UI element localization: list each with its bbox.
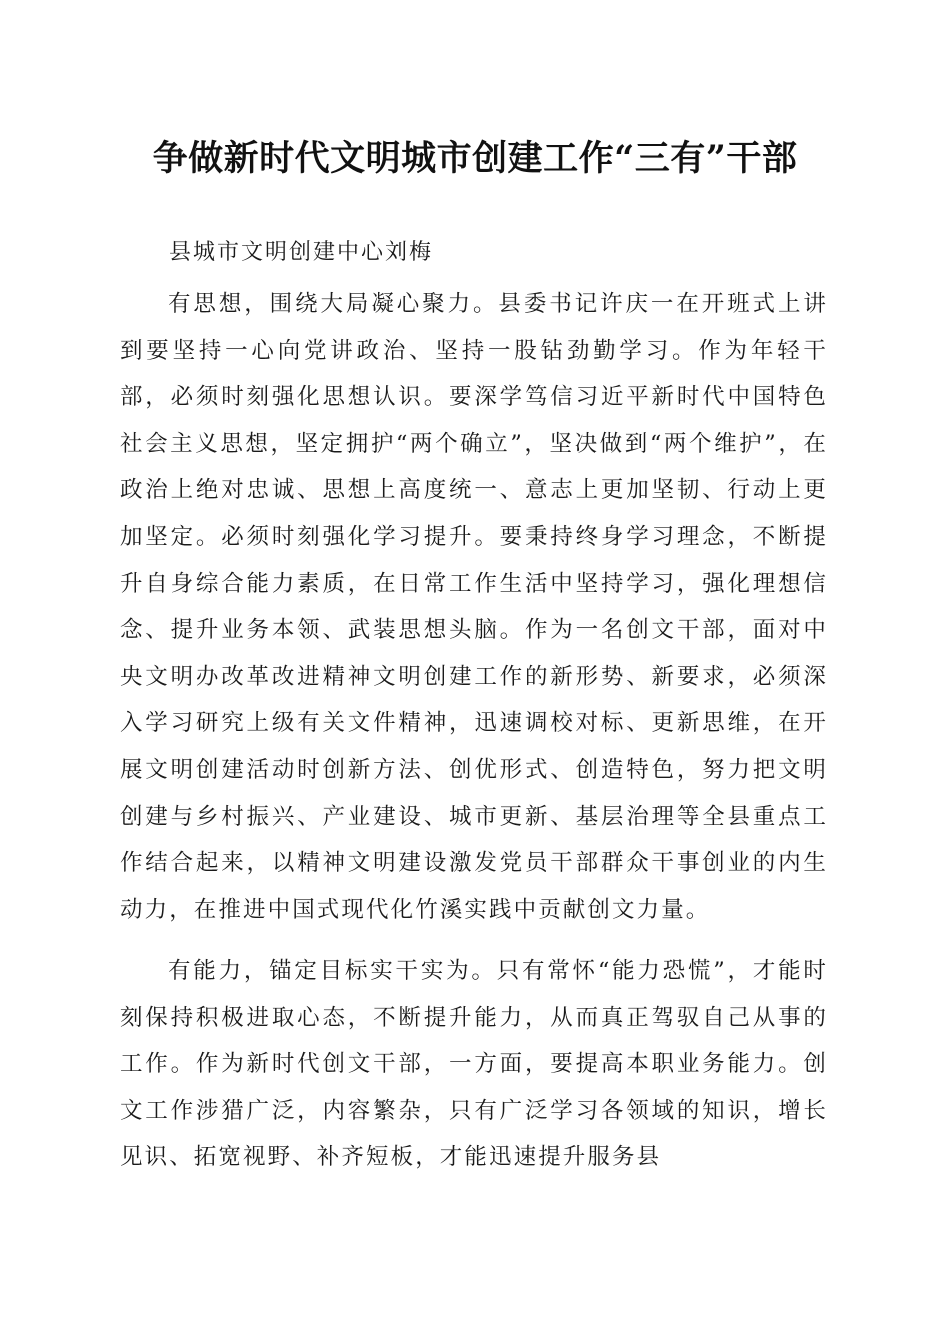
body-paragraph: 有思想，围绕大局凝心聚力。县委书记许庆一在开班式上讲到要坚持一心向党讲政治、坚持一股钻劲勤学习。作为年轻干部，必须时刻强化思想认识。要深学笃信习近平新时代中国特色社会主义思想，坚定拥护“两个确立”，坚决做到“两个维护”，在政治上绝对忠诚、思想上高度统一、意志上更加坚韧、行动上更加坚定。必须时刻强化学习提升。要秉持终身学习理念，不断提升自身综合能力素质，在日常工作生活中坚持学习，强化理想信念、提升业务本领、武装思想头脑。作为一名创文干部，面对中央文明办改革改进精神文明创建工作的新形势、新要求，必须深入学习研究上级有关文件精神，迅速调校对标、更新思维，在开展文明创建活动时创新方法、创优形式、创造特色，努力把文明创建与乡村振兴、产业建设、城市更新、基层治理等全县重点工作结合起来，以精神文明建设激发党员干部群众干事创业的内生动力，在推进中国式现代化竹溪实践中贡献创文力量。 [120,291,828,923]
document-title: 争做新时代文明城市创建工作“三有”干部 [152,138,798,179]
author-line: 县城市文明创建中心刘梅 [169,240,434,265]
body-paragraph: 有能力，锚定目标实干实为。只有常怀“能力恐慌”，才能时刻保持积极进取心态，不断提升能力，从而真正驾驭自己从事的工作。作为新时代创文干部，一方面，要提高本职业务能力。创文工作涉猎广泛，内容繁杂，只有广泛学习各领域的知识，增长见识、拓宽视野、补齐短板，才能迅速提升服务县 [120,958,828,1171]
